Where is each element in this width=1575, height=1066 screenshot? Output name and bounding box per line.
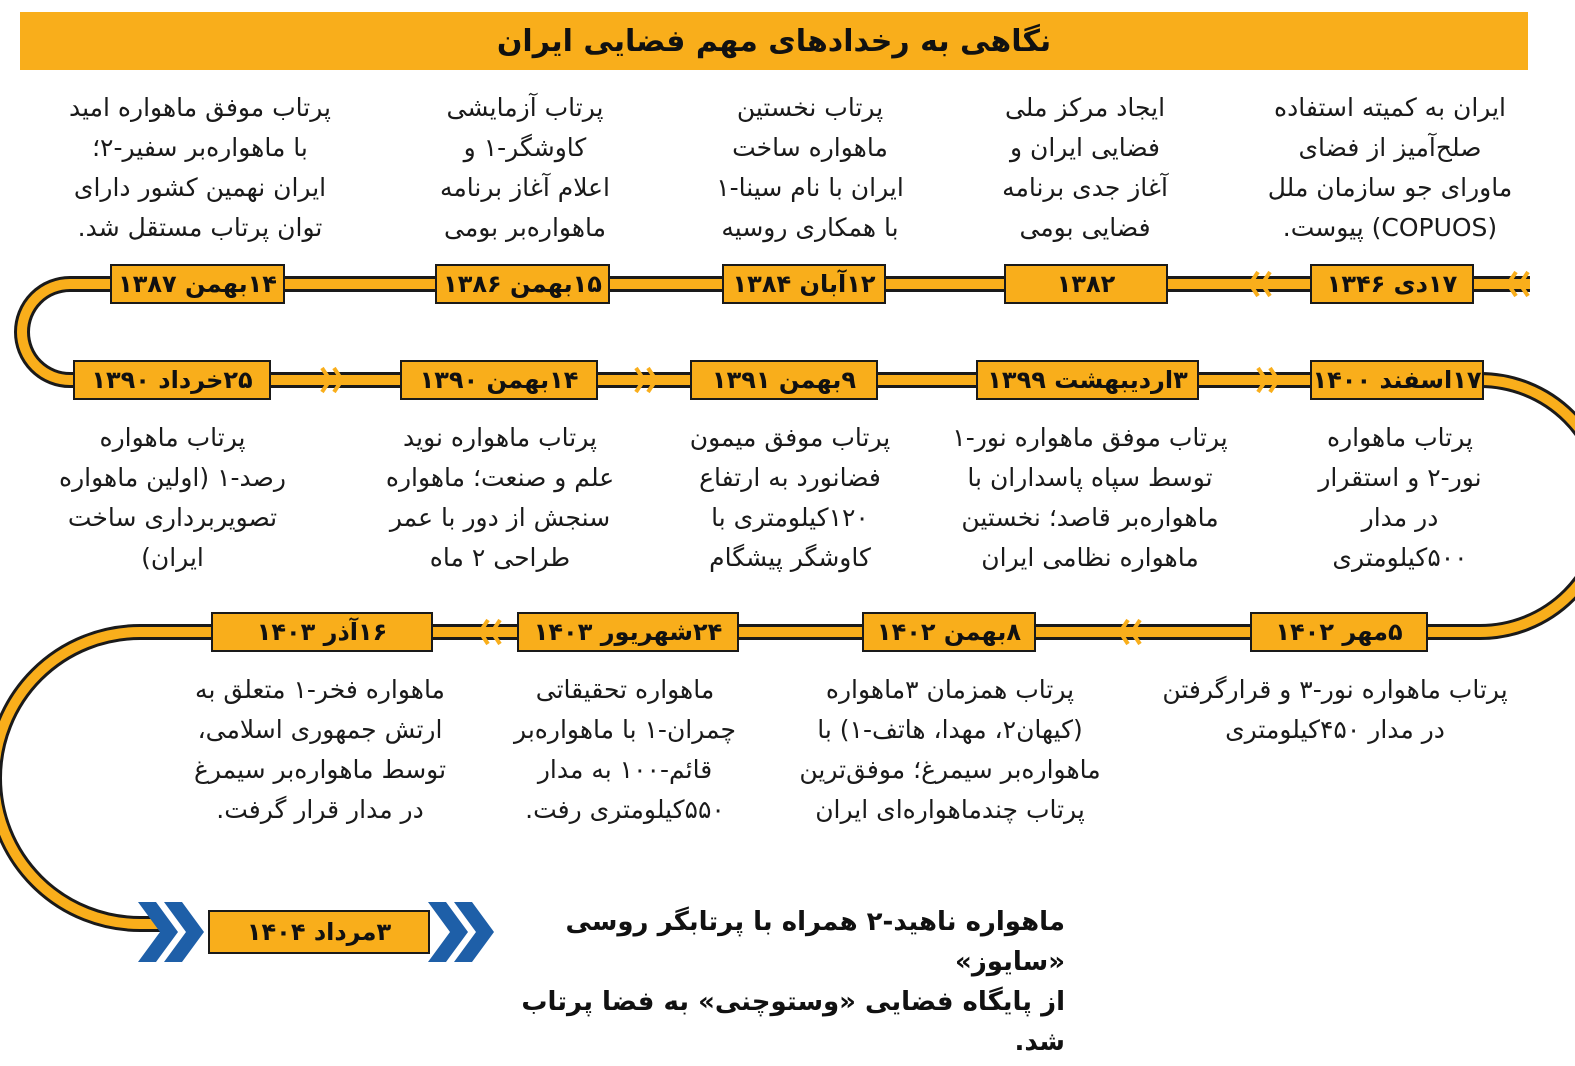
- event-date: ۲۵خرداد ۱۳۹۰: [73, 360, 271, 400]
- event-description: پرتاب نخستین ماهواره ساخت ایران با نام سینا-۱ با همکاری روسیه: [716, 93, 904, 242]
- event-description: پرتاب ماهواره رصد-۱ (اولین ماهواره تصویربرداری ساخت ایران): [59, 423, 286, 572]
- event-description: پرتاب ماهواره نوید علم و صنعت؛ ماهواره سنجش از دور با عمر طراحی ۲ ماه: [385, 423, 615, 572]
- final-event-date: ۳مرداد ۱۴۰۴: [208, 910, 430, 954]
- event-description: پرتاب آزمایشی کاوشگر-۱ و اعلام آغاز برنامه ماهواره‌بر بومی: [440, 93, 610, 242]
- event-description: پرتاب همزمان ۳ماهواره (کیهان۲، مهدا، هاتف-۱) با ماهواره‌بر سیمرغ؛ موفق‌ترین پرتاب چندماهواره‌ای ایران: [799, 675, 1101, 824]
- event-description: پرتاب موفق ماهواره نور-۱ توسط سپاه پاسداران با ماهواره‌بر قاصد؛ نخستین ماهواره نظامی ایران: [952, 423, 1228, 572]
- event-date: ۸بهمن ۱۴۰۲: [862, 612, 1036, 652]
- event-description: پرتاب ماهواره نور-۳ و قرارگرفتن در مدار ۴۵۰کیلومتری: [1162, 675, 1508, 744]
- event-date: ۱۴بهمن ۱۳۸۷: [110, 264, 285, 304]
- event-date: ۱۲آبان ۱۳۸۴: [722, 264, 886, 304]
- event-description: ماهواره تحقیقاتی چمران-۱ با ماهواره‌بر قائم-۱۰۰ به مدار ۵۵۰کیلومتری رفت.: [514, 675, 736, 824]
- event-date: ۵مهر ۱۴۰۲: [1250, 612, 1428, 652]
- event-date: ۱۳۸۲: [1004, 264, 1168, 304]
- event-description: پرتاب موفق ماهواره امید با ماهواره‌بر سفیر-۲؛ ایران نهمین کشور دارای توان پرتاب مستقل شد.: [68, 93, 332, 242]
- event-description: ایجاد مرکز ملی فضایی ایران و آغاز جدی برنامه فضایی بومی: [1002, 93, 1168, 242]
- event-date: ۱۴بهمن ۱۳۹۰: [400, 360, 598, 400]
- event-date: ۱۵بهمن ۱۳۸۶: [435, 264, 610, 304]
- event-description: ایران به کمیته استفاده صلح‌آمیز از فضای ماورای جو سازمان ملل (COPUOS) پیوست.: [1267, 93, 1513, 242]
- page-title: نگاهی به رخدادهای مهم فضایی ایران: [496, 23, 1052, 59]
- event-description: ماهواره فخر-۱ متعلق به ارتش جمهوری اسلامی، توسط ماهواره‌بر سیمرغ در مدار قرار گرفت.: [193, 675, 447, 824]
- event-date: ۹بهمن ۱۳۹۱: [690, 360, 878, 400]
- event-date: ۲۴شهریور ۱۴۰۳: [517, 612, 739, 652]
- final-event-description: ماهواره ناهید-۲ همراه با پرتابگر روسی «سایوز» از پایگاه فضایی «وستوچنی» به فضا پرتاب شد.: [521, 907, 1065, 1057]
- chevron-right-icon: [428, 902, 494, 962]
- event-date: ۱۷اسفند ۱۴۰۰: [1310, 360, 1484, 400]
- event-description: پرتاب موفق میمون فضانورد به ارتفاع ۱۲۰کیلومتری با کاوشگر پیشگام: [689, 423, 891, 572]
- event-date: ۳اردیبهشت ۱۳۹۹: [976, 360, 1199, 400]
- event-date: ۱۶آذر ۱۴۰۳: [211, 612, 433, 652]
- event-date: ۱۷دی ۱۳۴۶: [1310, 264, 1474, 304]
- event-description: پرتاب ماهواره نور-۲ و استقرار در مدار ۵۰۰کیلومتری: [1318, 423, 1482, 572]
